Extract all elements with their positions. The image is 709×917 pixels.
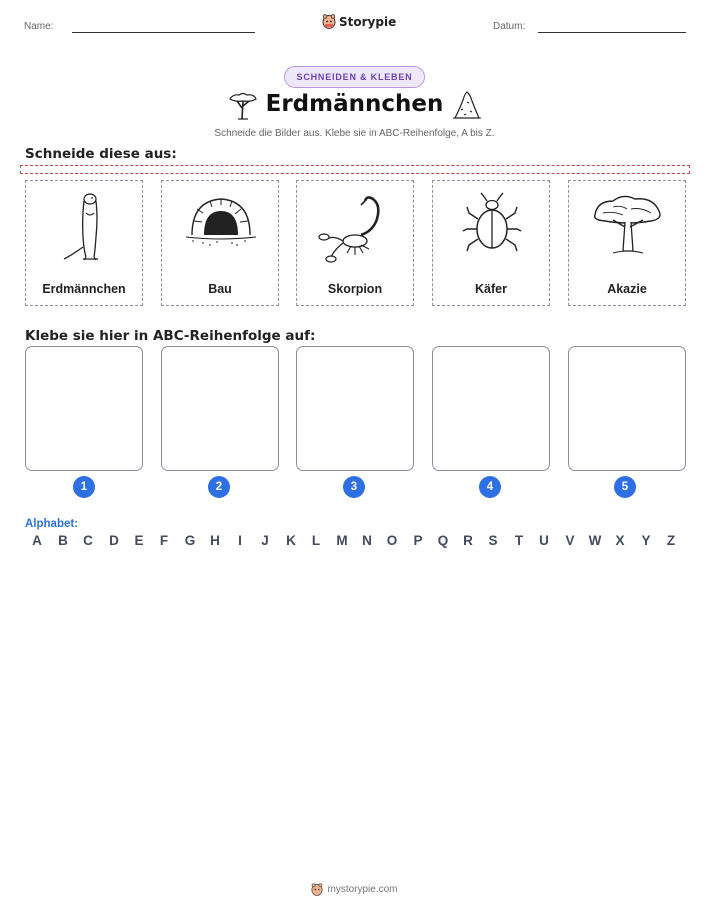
alphabet-letter: L [311, 533, 321, 548]
alphabet-letter: E [134, 533, 144, 548]
card-label: Erdmännchen [42, 282, 126, 296]
alphabet-letter: U [539, 533, 549, 548]
alphabet-letter: M [336, 533, 348, 548]
slot-number-badge: 2 [208, 476, 230, 498]
footer [0, 879, 709, 899]
slot-number-badge: 4 [479, 476, 501, 498]
name-field-line[interactable] [72, 32, 255, 33]
alphabet-letter: G [184, 533, 196, 548]
alphabet-letter: Q [437, 533, 449, 548]
alphabet-letter: K [286, 533, 296, 548]
alphabet-row [25, 533, 685, 551]
paste-slot-1[interactable] [25, 346, 143, 471]
alphabet-letter: H [210, 533, 220, 548]
cutout-card-meerkat[interactable] [25, 180, 143, 306]
brand-name: Storypie [339, 14, 397, 29]
title-row [0, 90, 709, 124]
burrow-icon [176, 187, 266, 267]
acacia-tree-icon [583, 187, 673, 267]
footer-link[interactable]: mystorypie.com [327, 883, 398, 895]
card-label: Akazie [607, 282, 647, 296]
page-title: Erdmännchen [265, 91, 444, 117]
alphabet-letter: A [32, 533, 42, 548]
slot-number-badge: 3 [343, 476, 365, 498]
alphabet-letter: Z [666, 533, 676, 548]
alphabet-letter: W [588, 533, 602, 548]
alphabet-label: Alphabet: [25, 518, 79, 530]
alphabet-letter: D [109, 533, 119, 548]
brand-logo [322, 14, 396, 29]
paste-slot-2[interactable] [161, 346, 279, 471]
alphabet-letter: P [413, 533, 423, 548]
cut-line [20, 165, 690, 174]
cutout-card-acacia[interactable] [568, 180, 686, 306]
slot-number-badge: 1 [73, 476, 95, 498]
paste-slot-3[interactable] [296, 346, 414, 471]
alphabet-letter: Y [641, 533, 651, 548]
termite-mound-icon [452, 90, 482, 120]
paste-section-label: Klebe sie hier in ABC-Reihenfolge auf: [25, 328, 316, 344]
meerkat-icon [40, 187, 130, 267]
alphabet-letter: N [362, 533, 372, 548]
card-label: Bau [208, 282, 232, 296]
beetle-icon [447, 187, 537, 267]
date-label: Datum: [493, 21, 526, 32]
alphabet-letter: R [463, 533, 473, 548]
cutout-card-scorpion[interactable] [296, 180, 414, 306]
activity-badge: SCHNEIDEN & KLEBEN [284, 66, 425, 88]
alphabet-letter: C [83, 533, 93, 548]
cutout-card-beetle[interactable] [432, 180, 550, 306]
name-label: Name: [24, 21, 54, 32]
alphabet-letter: V [565, 533, 575, 548]
alphabet-letter: I [238, 533, 242, 548]
cutout-card-burrow[interactable] [161, 180, 279, 306]
paste-slot-5[interactable] [568, 346, 686, 471]
alphabet-letter: T [514, 533, 524, 548]
alphabet-letter: F [159, 533, 169, 548]
alphabet-letter: B [58, 533, 68, 548]
alphabet-letter: S [488, 533, 498, 548]
alphabet-letter: J [261, 533, 269, 548]
paste-slot-4[interactable] [432, 346, 550, 471]
card-label: Skorpion [327, 282, 383, 296]
date-field-line[interactable] [538, 32, 686, 33]
slot-number-badge: 5 [614, 476, 636, 498]
worksheet-header [0, 0, 709, 50]
cut-section-label: Schneide diese aus: [25, 146, 177, 162]
card-label: Käfer [475, 282, 507, 296]
scorpion-icon [311, 187, 401, 267]
instructions-text: Schneide die Bilder aus. Klebe sie in ABC-Reihenfolge, A bis Z. [214, 128, 495, 139]
storypie-mascot-icon [311, 883, 323, 896]
alphabet-letter: X [615, 533, 625, 548]
storypie-mascot-icon [322, 14, 336, 29]
alphabet-letter: O [386, 533, 398, 548]
